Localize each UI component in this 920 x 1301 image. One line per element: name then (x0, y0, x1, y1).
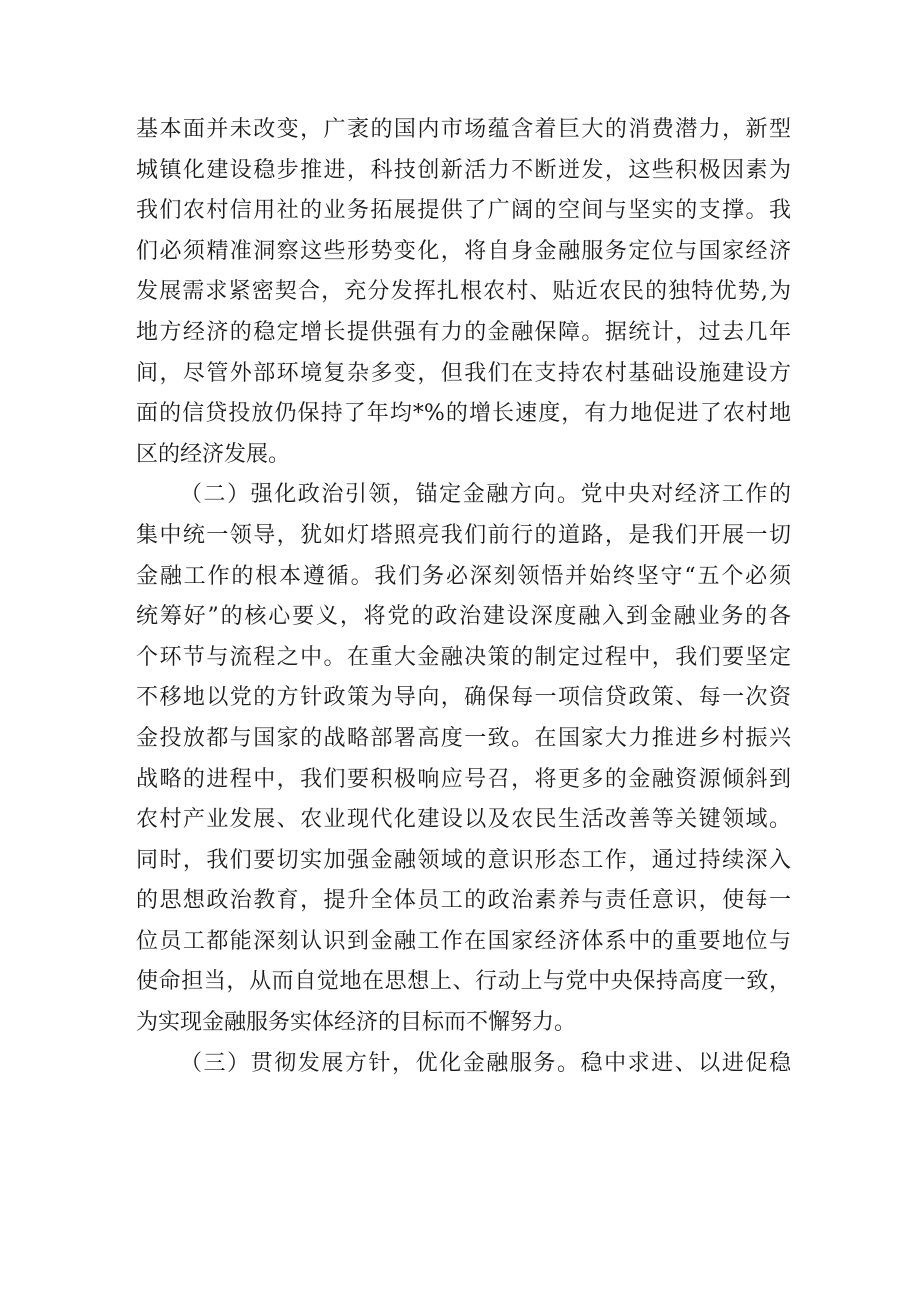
text-line-2: 城镇化建设稳步推进，科技创新活力不断迸发，这些积极因素为 (136, 157, 791, 183)
text-line-9: 区的经济发展。 (136, 441, 291, 467)
text-line-20: 的思想政治教育，提升全体员工的政治素养与责任意识，使每一 (136, 888, 791, 914)
text-line-12: 金融工作的根本遵循。我们务必深刻领悟并始终坚守“五个必须 (136, 563, 791, 589)
text-line-4: 们必须精准洞察这些形势变化，将自身金融服务定位与国家经济 (136, 238, 791, 264)
text-line-18: 农村产业发展、农业现代化建设以及农民生活改善等关键领域。 (136, 807, 791, 833)
text-line-7: 间，尽管外部环境复杂多变，但我们在支持农村基础设施建设方 (136, 360, 791, 386)
text-line-15: 不移地以党的方针政策为导向，确保每一项信贷政策、每一次资 (136, 685, 791, 711)
body-text (136, 110, 791, 1084)
text-line-23: 为实现金融服务实体经济的目标而不懈努力。 (136, 1010, 577, 1036)
text-line-19: 同时，我们要切实加强金融领域的意识形态工作，通过持续深入 (136, 847, 791, 873)
text-line-6: 地方经济的稳定增长提供强有力的金融保障。据统计，过去几年 (136, 319, 791, 345)
text-line-8: 面的信贷投放仍保持了年均*%的增长速度，有力地促进了农村地 (136, 401, 791, 427)
text-line-5: 发展需求紧密契合，充分发挥扎根农村、贴近农民的独特优势,为 (136, 279, 791, 305)
text-line-11: 集中统一领导，犹如灯塔照亮我们前行的道路，是我们开展一切 (136, 522, 791, 548)
text-line-3: 我们农村信用社的业务拓展提供了广阔的空间与坚实的支撑。我 (136, 198, 791, 224)
text-line-14: 个环节与流程之中。在重大金融决策的制定过程中，我们要坚定 (136, 644, 791, 670)
text-line-22: 使命担当，从而自觉地在思想上、行动上与党中央保持高度一致， (136, 969, 791, 995)
text-line-16: 金投放都与国家的战略部署高度一致。在国家大力推进乡村振兴 (136, 725, 791, 751)
text-line-13: 统筹好”的核心要义，将党的政治建设深度融入到金融业务的各 (136, 604, 791, 630)
section-3-heading-line: （三）贯彻发展方针，优化金融服务。稳中求进、以进促稳 (180, 1050, 791, 1076)
text-line-21: 位员工都能深刻认识到金融工作在国家经济体系中的重要地位与 (136, 928, 791, 954)
text-line-17: 战略的进程中，我们要积极响应号召，将更多的金融资源倾斜到 (136, 766, 791, 792)
text-line-1: 基本面并未改变，广袤的国内市场蕴含着巨大的消费潜力，新型 (136, 117, 791, 142)
section-2-heading-line: （二）强化政治引领，锚定金融方向。党中央对经济工作的 (180, 482, 791, 508)
